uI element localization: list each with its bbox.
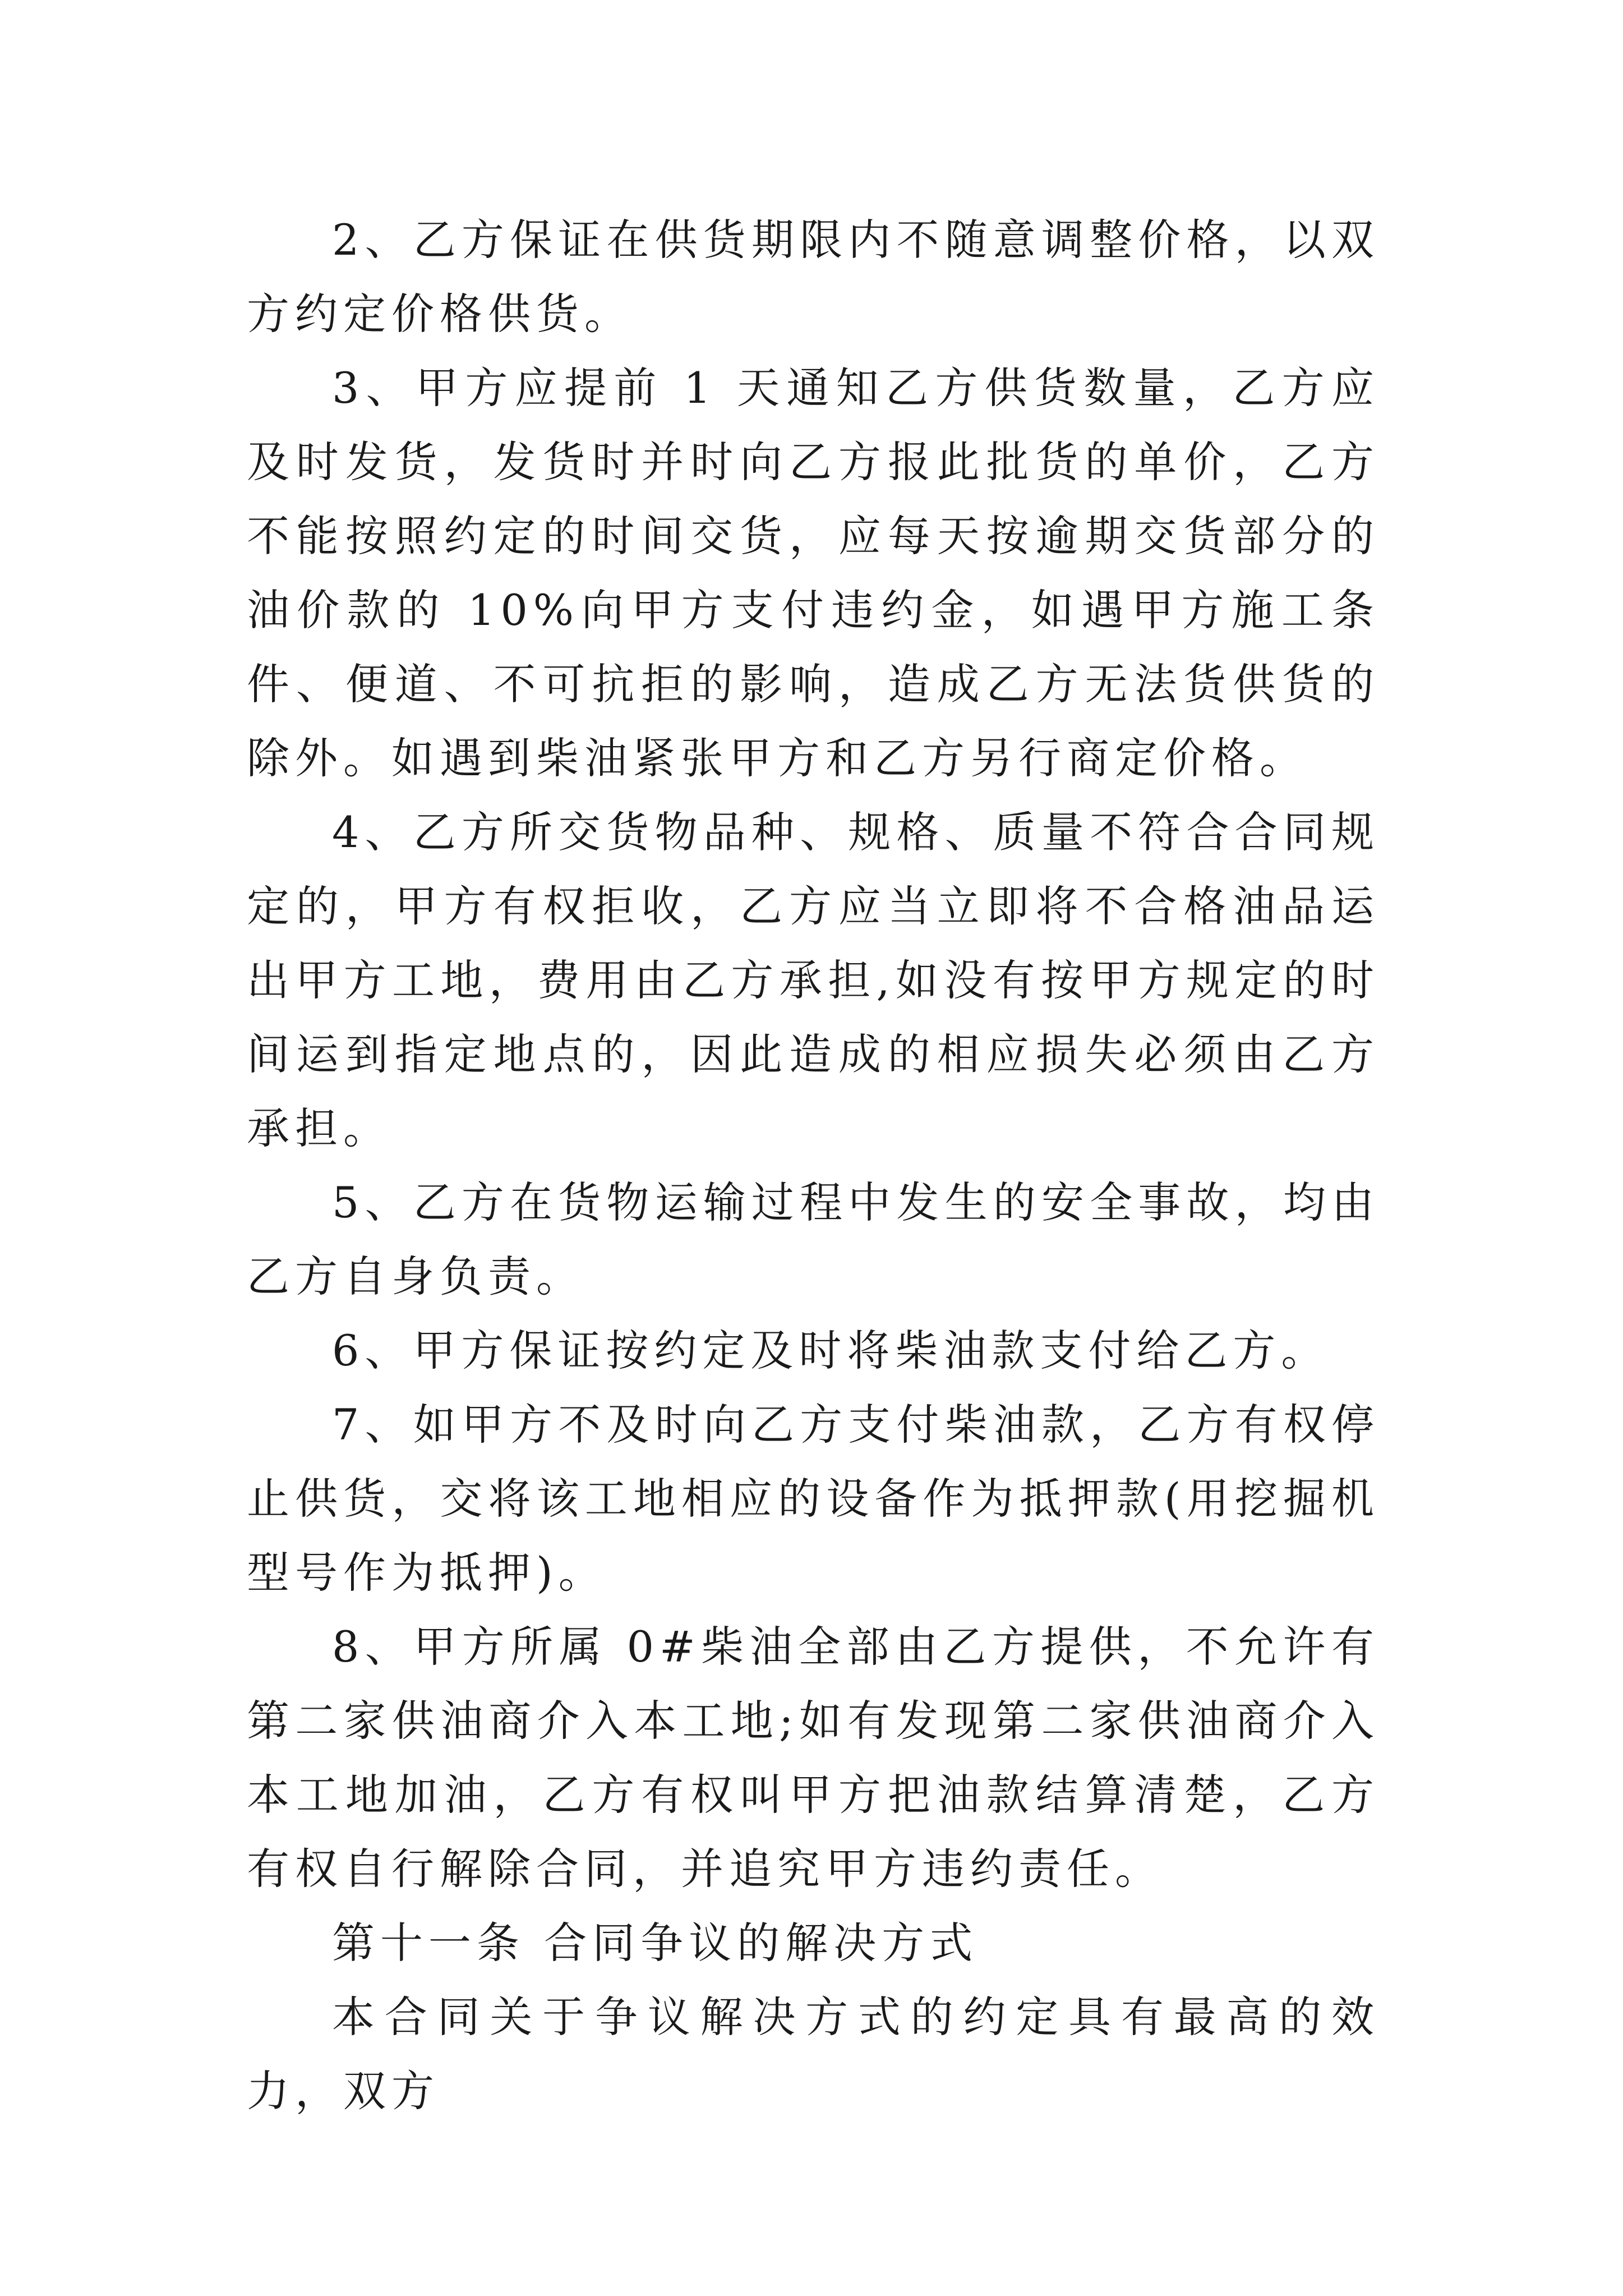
article-11-paragraph: 本合同关于争议解决方式的约定具有最高的效力，双方	[247, 1992, 1380, 2116]
clause-5-paragraph: 5、乙方在货物运输过程中发生的安全事故，均由乙方自身负责。	[247, 1177, 1380, 1301]
clause-2-paragraph: 2、乙方保证在供货期限内不随意调整价格，以双方约定价格供货。	[247, 215, 1380, 339]
clause-3-paragraph: 3、甲方应提前 1 天通知乙方供货数量，乙方应及时发货，发货时并时向乙方报此批货的单价，乙方不能按照约定的时间交货，应每天按逾期交货部分的油价款的 10%向甲方支付违约金，如遇甲方施工条件、便道、不可抗拒的影响，造成乙方无法货供货的除外。如遇到柴油紧张甲方和乙方另行商定价格。	[247, 363, 1380, 783]
clause-7-paragraph: 7、如甲方不及时向乙方支付柴油款，乙方有权停止供货，交将该工地相应的设备作为抵押款(用挖掘机 型号作为抵押)。	[247, 1400, 1380, 1598]
clause-8-paragraph: 8、甲方所属 0#柴油全部由乙方提供，不允许有第二家供油商介入本工地;如有发现第二家供油商介入本工地加油，乙方有权叫甲方把油款结算清楚，乙方有权自行解除合同，并追究甲方违约责任。	[247, 1622, 1380, 1894]
article-11-heading: 第十一条 合同争议的解决方式	[332, 1918, 979, 1968]
clause-4-paragraph: 4、乙方所交货物品种、规格、质量不符合合同规定的，甲方有权拒收，乙方应当立即将不合格油品运出甲方工地，费用由乙方承担,如没有按甲方规定的时间运到指定地点的，因此造成的相应损失必须由乙方承担。	[247, 807, 1380, 1153]
clause-6-paragraph: 6、甲方保证按约定及时将柴油款支付给乙方。	[332, 1326, 1330, 1375]
contract-text	[247, 203, 1380, 2128]
